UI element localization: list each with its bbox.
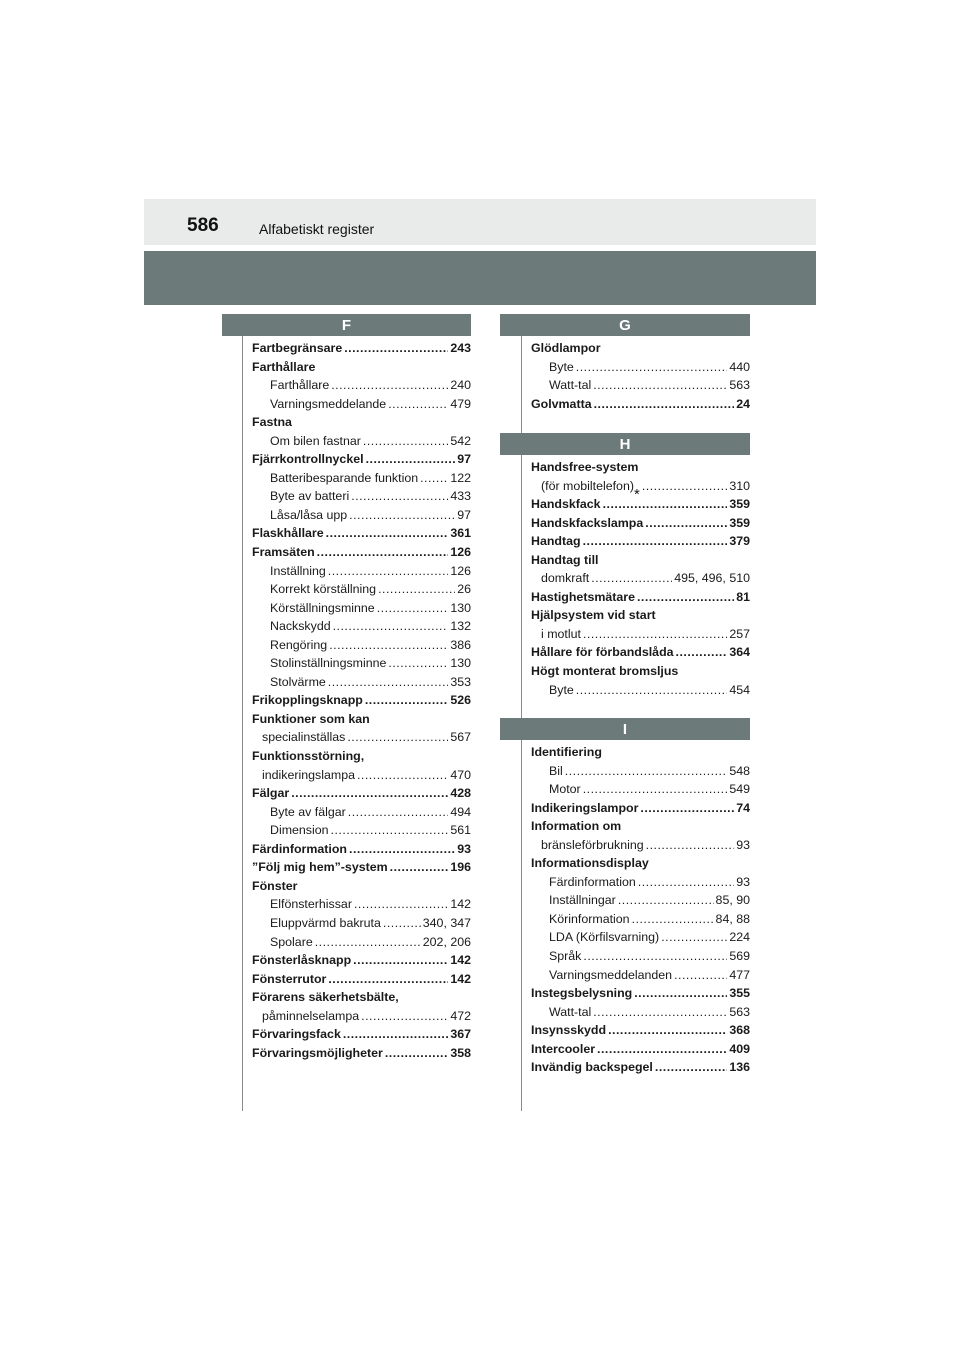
entry-label: Byte [549, 682, 574, 697]
entry-label: Fönsterlåsknapp [252, 953, 352, 968]
entry-label: Informationsdisplay [531, 856, 649, 871]
entry-page-ref: 359 [729, 497, 750, 512]
index-entry [531, 551, 750, 570]
entry-page-ref: 93 [736, 874, 750, 889]
index-entry [252, 728, 471, 747]
index-entry [252, 858, 471, 877]
entry-page-ref: 526 [450, 693, 471, 708]
entry-page-ref: 361 [450, 526, 471, 541]
entry-page-ref: 477 [729, 967, 750, 982]
dot-leader [603, 495, 728, 514]
entry-page-ref: 367 [450, 1027, 471, 1042]
index-entry [252, 877, 471, 896]
entry-label: Låsa/låsa upp [270, 507, 348, 522]
entry-label: Dimension [270, 823, 329, 838]
index-entry [252, 803, 471, 822]
entry-label: (för mobiltelefon) [541, 478, 634, 493]
entry-label: Hållare för förbandslåda [531, 645, 674, 660]
dot-leader [597, 1040, 727, 1059]
entry-page-ref: 379 [729, 534, 750, 549]
index-entry [252, 654, 471, 673]
dot-leader [594, 395, 735, 414]
index-entry [531, 984, 750, 1003]
index-entry [531, 817, 750, 836]
index-entry [252, 784, 471, 803]
dot-leader [593, 1003, 727, 1022]
index-entry [252, 710, 471, 729]
dot-leader [348, 803, 449, 822]
entry-label: Byte av fälgar [270, 804, 346, 819]
index-entry [531, 681, 750, 700]
header-band [144, 251, 816, 305]
index-entry [252, 339, 471, 358]
entry-label: Nackskydd [270, 619, 331, 634]
entry-page-ref: 257 [729, 626, 750, 641]
index-entry [252, 599, 471, 618]
entry-page-ref: 409 [729, 1041, 750, 1056]
entry-label: Stolinställningsminne [270, 656, 387, 671]
index-entry [252, 691, 471, 710]
entry-label: Batteribesparande funktion [270, 470, 419, 485]
index-entry [252, 376, 471, 395]
index-entry [531, 458, 750, 477]
index-list-h [531, 458, 750, 699]
dot-leader [583, 780, 728, 799]
entry-label: LDA (Körfilsvarning) [549, 930, 660, 945]
entry-label: Körinformation [549, 911, 630, 926]
entry-page-ref: 368 [729, 1023, 750, 1038]
dot-leader [349, 840, 455, 859]
entry-label: ”Följ mig hem”-system [252, 860, 388, 875]
index-entry [252, 988, 471, 1007]
entry-label: Glödlampor [531, 341, 601, 355]
index-entry [252, 895, 471, 914]
entry-label: Indikeringslampor [531, 800, 639, 815]
entry-page-ref: 569 [729, 949, 750, 964]
entry-page-ref: 428 [450, 786, 471, 801]
entry-page-ref: 454 [729, 682, 750, 697]
dot-leader [576, 681, 728, 700]
entry-label: Insynsskydd [531, 1023, 607, 1038]
dot-leader [642, 477, 728, 496]
dot-leader [363, 432, 448, 451]
dot-leader [632, 910, 714, 929]
index-entry [531, 799, 750, 818]
index-entry [531, 606, 750, 625]
index-list-g [531, 339, 750, 413]
dot-leader [655, 1058, 727, 1077]
index-entry [252, 951, 471, 970]
entry-page-ref: 93 [736, 837, 750, 852]
dot-leader [661, 928, 727, 947]
entry-page-ref: 340, 347 [422, 915, 471, 930]
index-entry [531, 588, 750, 607]
dot-leader [674, 966, 727, 985]
dot-leader [333, 617, 449, 636]
entry-label: Högt monterat bromsljus [531, 664, 679, 679]
dot-leader [344, 339, 448, 358]
index-list-f [252, 339, 471, 1062]
entry-page-ref: 196 [450, 860, 471, 875]
entry-label: Rengöring [270, 637, 328, 652]
entry-label: Handskfack [531, 497, 601, 512]
entry-page-ref: 561 [450, 823, 471, 838]
index-entry [252, 933, 471, 952]
dot-leader [618, 891, 714, 910]
index-entry [252, 1007, 471, 1026]
entry-label: Funktionsstörning, [252, 749, 365, 764]
dot-leader [583, 625, 727, 644]
entry-label: Fjärrkontrollnyckel [252, 452, 364, 467]
entry-page-ref: 567 [450, 730, 471, 745]
entry-page-ref: 85, 90 [715, 893, 750, 908]
entry-label: Fönster [252, 878, 298, 893]
index-entry [252, 914, 471, 933]
index-entry [252, 766, 471, 785]
index-entry [531, 873, 750, 892]
entry-label: i motlut [541, 626, 581, 641]
dot-leader [383, 914, 421, 933]
entry-page-ref: 358 [450, 1045, 471, 1060]
index-entry [252, 970, 471, 989]
section-header-h: H [500, 433, 750, 455]
index-entry [531, 780, 750, 799]
entry-label: Golvmatta [531, 396, 592, 411]
index-entry [252, 543, 471, 562]
entry-label: Språk [549, 949, 582, 964]
entry-page-ref: 74 [736, 800, 750, 815]
entry-label: Byte av batteri [270, 489, 350, 504]
entry-page-ref: 479 [450, 396, 471, 411]
dot-leader [420, 469, 448, 488]
entry-page-ref: 542 [450, 433, 471, 448]
entry-page-ref: 549 [729, 782, 750, 797]
dot-leader [351, 487, 448, 506]
entry-label: Identifiering [531, 745, 602, 759]
entry-label: Elfönsterhissar [270, 897, 352, 912]
dot-leader [329, 636, 448, 655]
entry-label: Körställningsminne [270, 600, 375, 615]
entry-label: Handtag till [531, 552, 599, 567]
entry-label: Handtag [531, 534, 581, 549]
index-entry [531, 1058, 750, 1077]
dot-leader [583, 532, 728, 551]
index-entry [252, 506, 471, 525]
header-bar [144, 199, 816, 245]
section-header-i: I [500, 718, 750, 740]
dot-leader [638, 873, 734, 892]
entry-page-ref: 494 [450, 804, 471, 819]
dot-leader [608, 1021, 727, 1040]
index-entry [531, 395, 750, 414]
entry-page-ref: 126 [450, 563, 471, 578]
entry-page-ref: 433 [450, 489, 471, 504]
index-entry [531, 1003, 750, 1022]
index-entry [252, 450, 471, 469]
dot-leader [326, 524, 449, 543]
entry-label: indikeringslampa [262, 767, 355, 782]
entry-label: Hastighetsmätare [531, 589, 635, 604]
entry-page-ref: 142 [450, 953, 471, 968]
index-list-i [531, 743, 750, 1077]
entry-page-ref: 97 [457, 507, 471, 522]
index-entry [531, 966, 750, 985]
entry-page-ref: 310 [729, 478, 750, 493]
dot-leader [377, 599, 449, 618]
entry-label: Invändig backspegel [531, 1060, 653, 1075]
entry-page-ref: 563 [729, 378, 750, 393]
entry-page-ref: 386 [450, 637, 471, 652]
entry-page-ref: 355 [729, 986, 750, 1001]
entry-label: Färdinformation [549, 874, 636, 889]
section-header-f: F [222, 314, 471, 336]
dot-leader [388, 395, 448, 414]
entry-page-ref: 470 [450, 767, 471, 782]
index-entry [531, 762, 750, 781]
entry-page-ref: 24 [736, 396, 750, 411]
dot-leader [328, 970, 448, 989]
dot-leader [676, 643, 728, 662]
entry-label: Watt-tal [549, 378, 592, 393]
entry-page-ref: 202, 206 [422, 934, 471, 949]
entry-label: Fastna [252, 415, 292, 430]
index-entry [252, 821, 471, 840]
index-entry [531, 854, 750, 873]
entry-label: Korrekt körställning [270, 582, 377, 597]
entry-page-ref: 130 [450, 600, 471, 615]
entry-page-ref: 440 [729, 359, 750, 374]
index-entry [531, 1040, 750, 1059]
dot-leader [343, 1025, 448, 1044]
index-entry [252, 487, 471, 506]
entry-label: Handskfackslampa [531, 515, 644, 530]
entry-page-ref: 84, 88 [715, 911, 750, 926]
dot-leader [593, 376, 727, 395]
entry-page-ref: 563 [729, 1004, 750, 1019]
index-entry [531, 625, 750, 644]
index-entry [531, 514, 750, 533]
index-entry [531, 643, 750, 662]
entry-page-ref: 97 [457, 452, 471, 467]
index-entry [531, 339, 750, 358]
entry-label: Fälgar [252, 786, 290, 801]
index-entry [531, 836, 750, 855]
entry-label: Om bilen fastnar [270, 433, 361, 448]
dot-leader [576, 358, 728, 377]
entry-label: Information om [531, 819, 622, 834]
entry-label: Bil [549, 763, 563, 778]
index-entry [252, 469, 471, 488]
index-entry [252, 562, 471, 581]
dot-leader [291, 784, 448, 803]
entry-label: Spolare [270, 934, 313, 949]
entry-label: Hjälpsystem vid start [531, 608, 656, 623]
entry-label: Intercooler [531, 1041, 596, 1056]
entry-page-ref: 132 [450, 619, 471, 634]
entry-label: påminnelselampa [262, 1008, 360, 1023]
entry-page-ref: 359 [729, 515, 750, 530]
index-entry [531, 569, 750, 588]
entry-page-ref: 224 [729, 930, 750, 945]
entry-page-ref: 126 [450, 545, 471, 560]
dot-leader [583, 947, 727, 966]
entry-page-ref: 93 [457, 841, 471, 856]
entry-page-ref: 122 [450, 470, 471, 485]
dot-leader [385, 1044, 448, 1063]
left-column-rule [242, 336, 243, 1111]
index-entry [531, 947, 750, 966]
entry-page-ref: 472 [450, 1008, 471, 1023]
dot-leader [357, 766, 448, 785]
page-title: Alfabetiskt register [259, 221, 375, 237]
entry-page-ref: 353 [450, 674, 471, 689]
index-entry [531, 910, 750, 929]
dot-leader [347, 728, 448, 747]
entry-label: bränsleförbrukning [541, 837, 644, 852]
index-entry [252, 1044, 471, 1063]
entry-page-ref: 142 [450, 971, 471, 986]
entry-label: Frikopplingsknapp [252, 693, 363, 708]
entry-label: Motor [549, 782, 581, 797]
dot-leader [315, 933, 421, 952]
dot-leader [365, 691, 448, 710]
entry-label: Flaskhållare [252, 526, 324, 541]
entry-label: Watt-tal [549, 1004, 592, 1019]
index-entry [252, 580, 471, 599]
dot-leader [353, 951, 448, 970]
dot-leader [378, 580, 455, 599]
dot-leader [328, 562, 449, 581]
dot-leader [366, 450, 456, 469]
entry-label: Förvaringsfack [252, 1027, 341, 1042]
dot-leader [388, 654, 448, 673]
dot-leader [390, 858, 449, 877]
entry-label: Byte [549, 359, 574, 374]
page-number: 586 [187, 215, 219, 236]
dot-leader [317, 543, 449, 562]
entry-label: Farthållare [270, 378, 330, 393]
entry-label: Fönsterrutor [252, 971, 327, 986]
section-header-g: G [500, 314, 750, 336]
entry-page-ref: 130 [450, 656, 471, 671]
entry-label: Färdinformation [252, 841, 347, 856]
index-entry: (för mobiltelefon) * ..... 310 [531, 477, 750, 496]
dot-leader [331, 376, 448, 395]
index-entry [531, 376, 750, 395]
entry-label: Inställningar [549, 893, 616, 908]
entry-label: Inställning [270, 563, 326, 578]
entry-label: Fartbegränsare [252, 341, 343, 355]
entry-page-ref: 364 [729, 645, 750, 660]
dot-leader [646, 836, 735, 855]
index-entry [531, 928, 750, 947]
index-entry [531, 1021, 750, 1040]
index-entry [531, 743, 750, 762]
index-entry [252, 395, 471, 414]
dot-leader [645, 514, 727, 533]
entry-label: Instegsbelysning [531, 986, 633, 1001]
index-entry [252, 524, 471, 543]
entry-label: Förvaringsmöjligheter [252, 1045, 383, 1060]
index-entry [252, 358, 471, 377]
entry-page-ref: 495, 496, 510 [674, 571, 750, 586]
index-entry [252, 747, 471, 766]
index-entry [252, 413, 471, 432]
index-entry [252, 673, 471, 692]
dot-leader [591, 569, 672, 588]
index-entry [252, 617, 471, 636]
index-entry [531, 358, 750, 377]
index-entry [252, 636, 471, 655]
entry-page-ref: 26 [457, 582, 471, 597]
entry-label: specialinställas [262, 730, 346, 745]
dot-leader [565, 762, 728, 781]
dot-leader [349, 506, 455, 525]
index-entry [531, 495, 750, 514]
entry-label: Funktioner som kan [252, 711, 370, 726]
index-entry [252, 1025, 471, 1044]
entry-page-ref: 548 [729, 763, 750, 778]
entry-label: Varningsmeddelanden [549, 967, 673, 982]
dot-leader [354, 895, 448, 914]
entry-page-ref: 240 [450, 378, 471, 393]
entry-label: Framsäten [252, 545, 315, 560]
entry-page-ref: 81 [736, 589, 750, 604]
dot-leader [640, 799, 734, 818]
index-entry [531, 532, 750, 551]
entry-label: domkraft [541, 571, 590, 586]
entry-label: Eluppvärmd bakruta [270, 915, 381, 930]
entry-label: Handsfree-system [531, 460, 639, 474]
dot-leader [637, 588, 734, 607]
entry-page-ref: 142 [450, 897, 471, 912]
dot-leader [634, 984, 727, 1003]
entry-label: Farthållare [252, 359, 316, 374]
dot-leader [328, 673, 449, 692]
entry-page-ref: 243 [450, 341, 471, 355]
dot-leader [361, 1007, 448, 1026]
index-entry [531, 891, 750, 910]
dot-leader [331, 821, 449, 840]
entry-page-ref: 136 [729, 1060, 750, 1075]
index-entry [252, 840, 471, 859]
entry-label: Förarens säkerhetsbälte, [252, 990, 399, 1005]
index-entry [531, 662, 750, 681]
index-entry [252, 432, 471, 451]
entry-label: Stolvärme [270, 674, 326, 689]
entry-label: Varningsmeddelande [270, 396, 387, 411]
